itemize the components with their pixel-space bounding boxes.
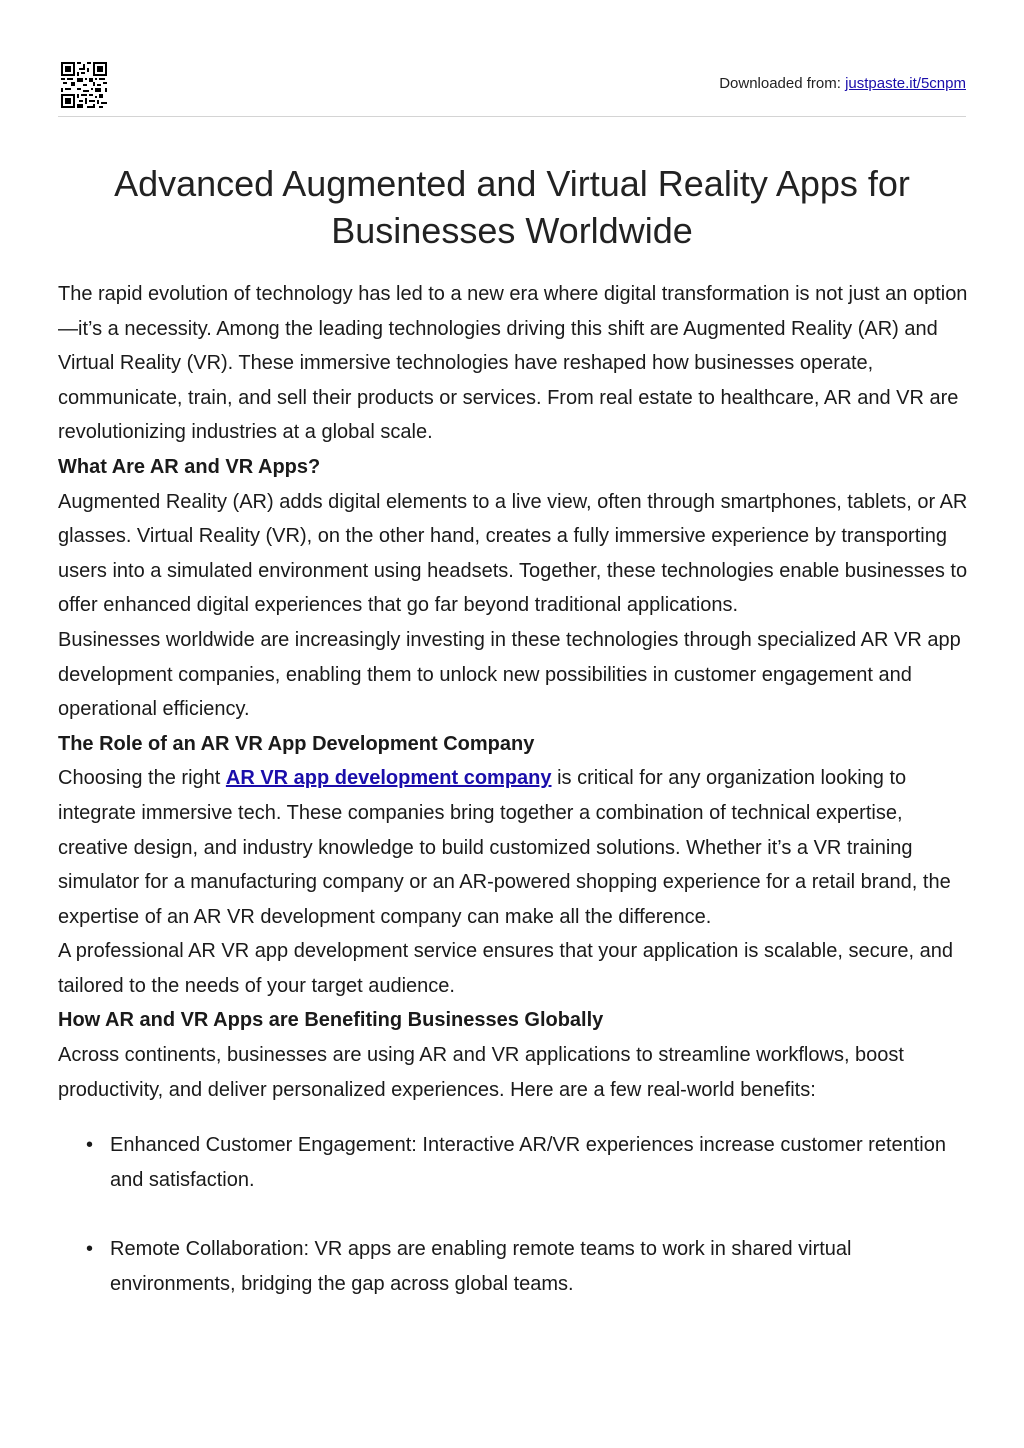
section-heading: The Role of an AR VR App Development Company <box>58 732 535 755</box>
section-heading: How AR and VR Apps are Benefiting Businesses Globally <box>58 1009 604 1032</box>
paragraph: Augmented Reality (AR) adds digital elements to a live view, often through smartphones, tablets, or AR glasses. Virtual Reality (VR), on the other hand, creates a fully immersive experience by transporting users into a simulated environment using headsets. Together, these technologies enable businesses to offer enhanced digital experiences that go far beyond traditional applications. <box>58 490 968 617</box>
list-item-text: Enhanced Customer Engagement: Interactive AR/VR experiences increase customer retention and satisfaction. <box>110 1134 946 1191</box>
list-item <box>58 1232 968 1301</box>
paragraph: Businesses worldwide are increasingly investing in these technologies through specialized AR VR app development companies, enabling them to unlock new possibilities in customer engagement and operational efficiency. <box>58 628 961 721</box>
bullet-icon: • <box>86 1134 94 1157</box>
intro-paragraph: The rapid evolution of technology has led to a new era where digital transformation is not just an option—it’s a necessity. Among the leading technologies driving this shift are Augmented Reality (AR) and Virtual Reality (VR). These immersive technologies have reshaped how businesses operate, communicate, train, and sell their products or services. From real estate to healthcare, AR and VR are revolutionizing industries at a global scale. <box>58 283 968 444</box>
list-item-text: Remote Collaboration: VR apps are enabling remote teams to work in shared virtual environments, bridging the gap across global teams. <box>110 1238 852 1296</box>
paragraph <box>58 761 968 934</box>
article-body <box>58 277 968 1302</box>
bullet-icon: • <box>86 1238 94 1261</box>
paragraph: A professional AR VR app development service ensures that your application is scalable, secure, and tailored to the needs of your target audience. <box>58 940 953 997</box>
source-link[interactable]: justpaste.it/5cnpm <box>845 75 966 92</box>
paragraph: Across continents, businesses are using AR and VR applications to streamline workflows, boost productivity, and deliver personalized experiences. Here are a few real-world benefits: <box>58 1044 904 1101</box>
qr-code-icon <box>61 62 107 108</box>
list-item <box>58 1128 968 1197</box>
ar-vr-company-link[interactable]: AR VR app development company <box>225 767 552 790</box>
downloaded-from-label: Downloaded from: <box>719 75 846 92</box>
benefits-list <box>58 1128 968 1301</box>
paragraph-text: Choosing the right <box>58 767 226 790</box>
downloaded-from <box>719 75 966 92</box>
paragraph-text: is critical for any organization looking to integrate immersive tech. These companies bring together a combination of technical expertise, creative design, and industry knowledge to build customized solutions. Whether it’s a VR training simulator for a manufacturing company or an AR-powered shopping experience for a retail brand, the expertise of an AR VR development company can make all the difference. <box>58 767 951 928</box>
page-title: Advanced Augmented and Virtual Reality Apps for Businesses Worldwide <box>114 163 910 251</box>
section-heading: What Are AR and VR Apps? <box>58 455 321 478</box>
page-header <box>58 60 966 117</box>
